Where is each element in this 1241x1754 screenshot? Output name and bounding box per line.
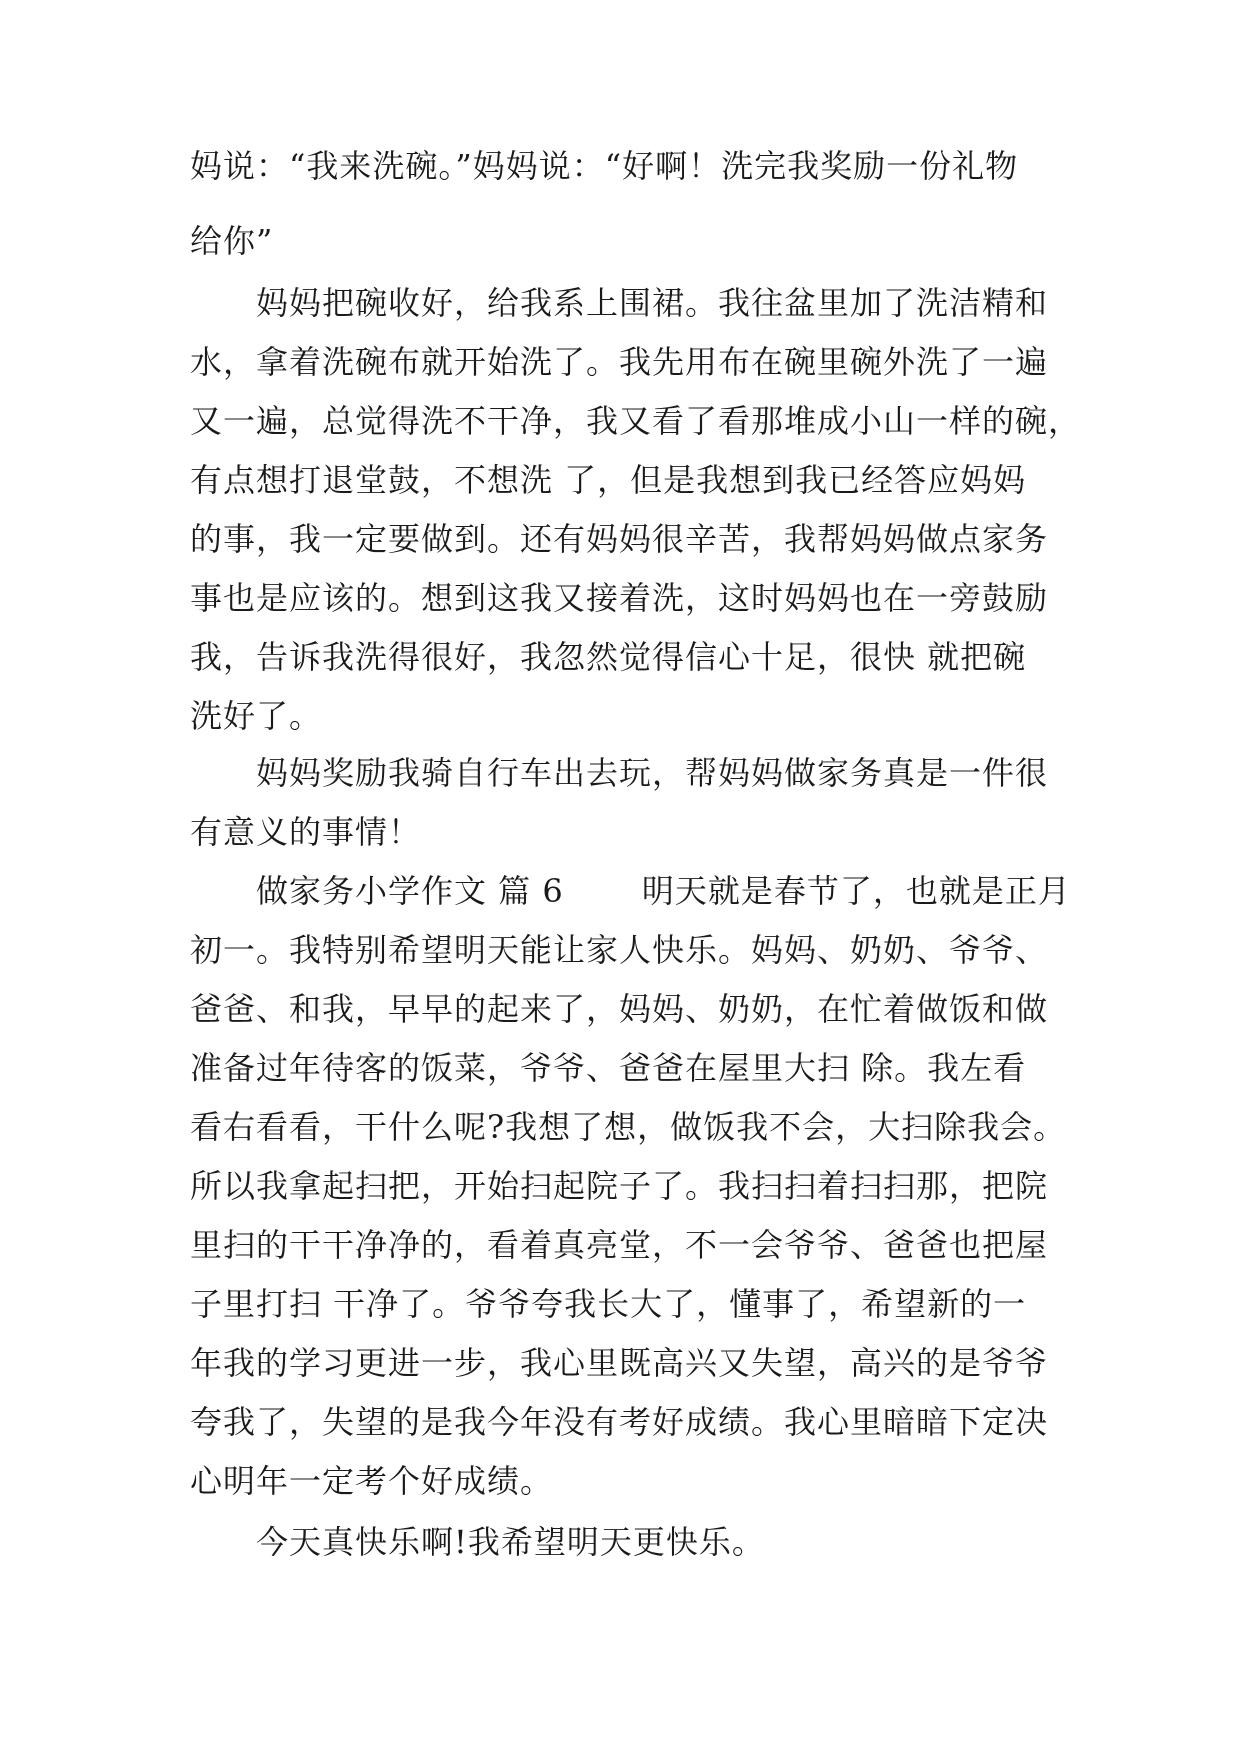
text-line: 初一。我特别希望明天能让家人快乐。妈妈、奶奶、爷爷、 — [190, 931, 1049, 969]
section-heading-line: 做家务小学作文 篇 6 明天就是春节了，也就是正月 — [256, 872, 1071, 910]
text-line: 妈说：“我来洗碗。”妈妈说：“好啊！洗完我奖励一份礼物 — [190, 147, 1019, 185]
text-line: 事也是应该的。想到这我又接着洗，这时妈妈也在一旁鼓励 — [190, 579, 1049, 617]
text-line: 我，告诉我洗得很好，我忽然觉得信心十足，很快 就把碗 — [190, 638, 1027, 676]
text-line: 准备过年待客的饭菜，爷爷、爸爸在屋里大扫 除。我左看 — [190, 1049, 1027, 1087]
text-line: 妈妈奖励我骑自行车出去玩，帮妈妈做家务真是一件很 — [256, 754, 1049, 792]
text-line: 今天真快乐啊!我希望明天更快乐。 — [256, 1523, 765, 1561]
text-line: 水，拿着洗碗布就开始洗了。我先用布在碗里碗外洗了一遍 — [190, 343, 1049, 381]
text-line: 年我的学习更进一步，我心里既高兴又失望，高兴的是爷爷 — [190, 1344, 1049, 1382]
text-line: 里扫的干干净净的，看着真亮堂，不一会爷爷、爸爸也把屋 — [190, 1226, 1049, 1264]
text-line: 又一遍，总觉得洗不干净，我又看了看那堆成小山一样的碗， — [190, 402, 1082, 440]
text-line: 爸爸、和我，早早的起来了，妈妈、奶奶，在忙着做饭和做 — [190, 990, 1049, 1028]
text-line: 妈妈把碗收好，给我系上围裙。我往盆里加了洗洁精和 — [256, 284, 1049, 322]
text-line: 有意义的事情！ — [190, 813, 422, 851]
text-line: 子里打扫 干净了。爷爷夸我长大了，懂事了，希望新的一 — [190, 1285, 1027, 1323]
text-line: 有点想打退堂鼓，不想洗 了，但是我想到我已经答应妈妈 — [190, 461, 1027, 499]
text-line: 夸我了，失望的是我今年没有考好成绩。我心里暗暗下定决 — [190, 1403, 1049, 1441]
text-line: 的事，我一定要做到。还有妈妈很辛苦，我帮妈妈做点家务 — [190, 520, 1049, 558]
text-line: 心明年一定考个好成绩。 — [190, 1462, 554, 1500]
text-line: 所以我拿起扫把，开始扫起院子了。我扫扫着扫扫那，把院 — [190, 1167, 1049, 1205]
text-line: 给你” — [190, 222, 274, 260]
text-line: 洗好了。 — [190, 697, 323, 735]
text-line: 看右看看，干什么呢?我想了想，做饭我不会，大扫除我会。 — [190, 1108, 1067, 1146]
